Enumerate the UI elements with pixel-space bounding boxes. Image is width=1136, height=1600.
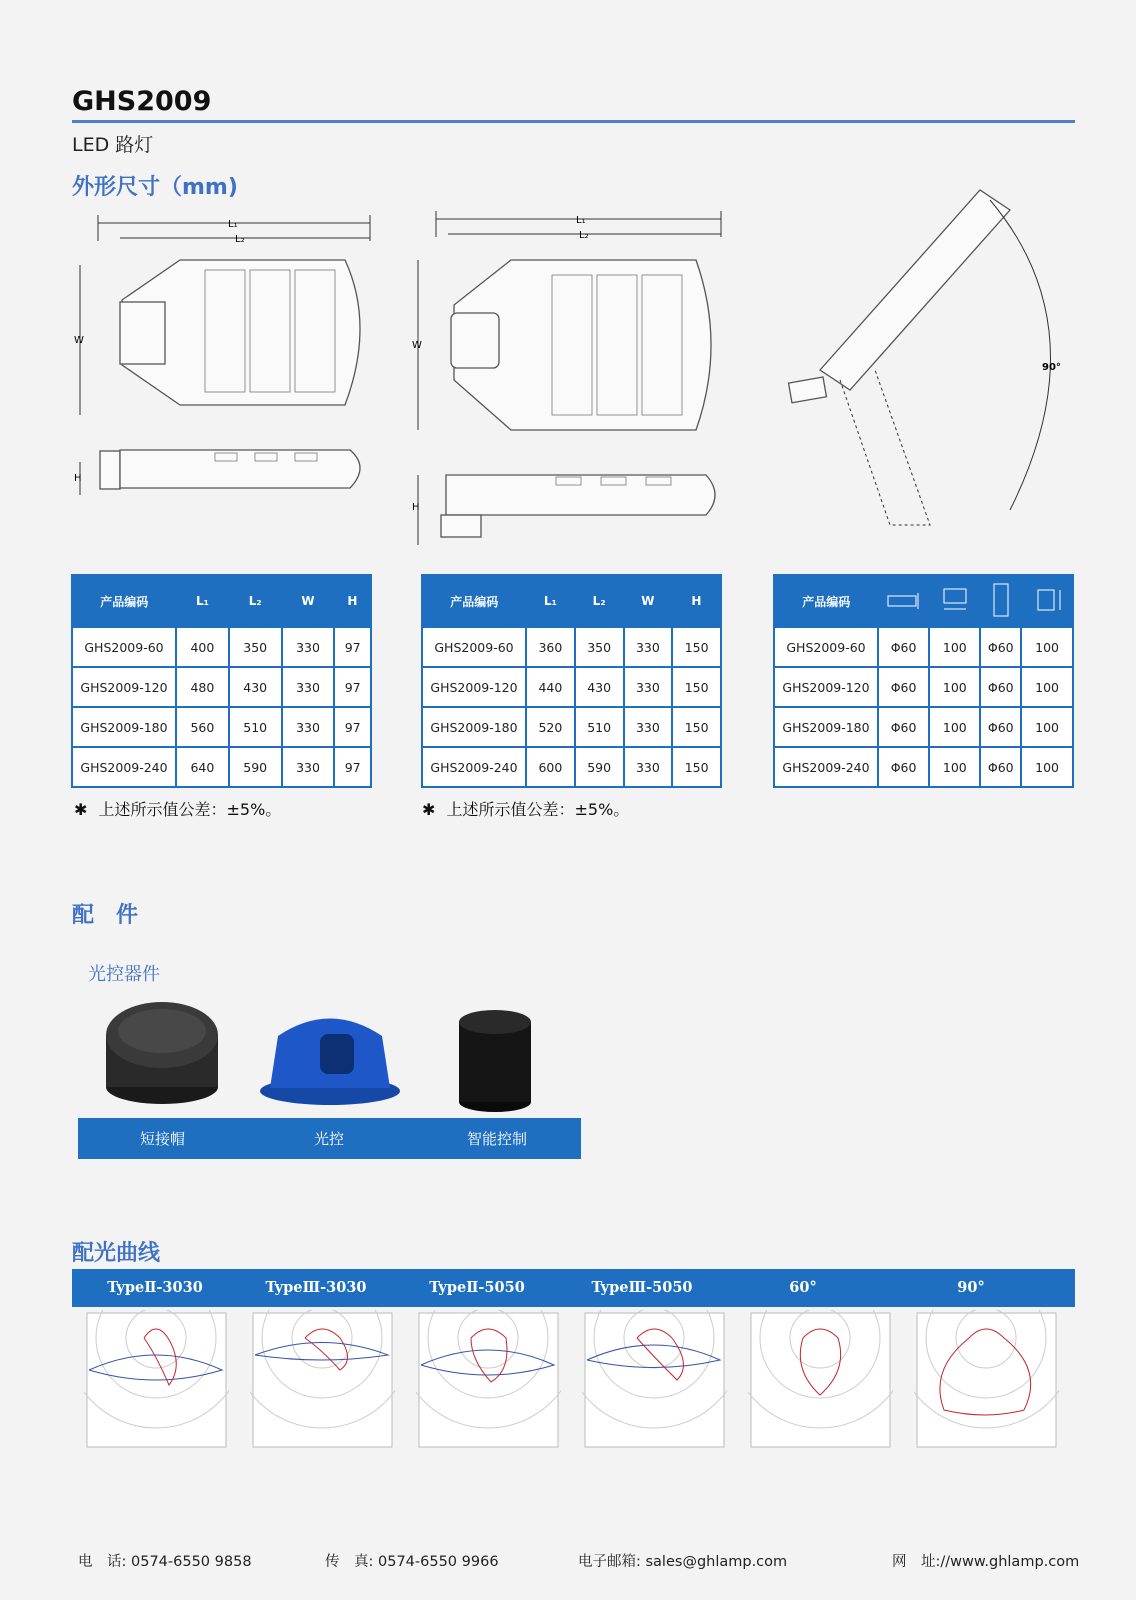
note-text: 上述所示值公差：±5%。 (98, 800, 282, 819)
footer-website[interactable]: 网 址://www.ghlamp.com (892, 1554, 1080, 1570)
label-angle: 90° (1042, 362, 1061, 373)
column-header: L₁ (526, 575, 575, 627)
label-l1: L₁ (576, 215, 586, 226)
pole-length-icon (929, 575, 980, 627)
curve-title: 90° (957, 1279, 985, 1296)
curve-title: TypeⅡ-3030 (107, 1279, 203, 1296)
column-header: H (334, 575, 371, 627)
curve-title: TypeⅡ-5050 (429, 1279, 525, 1296)
label-w: W (412, 340, 422, 351)
table-row: GHS2009-180 560 510 330 97 (72, 707, 371, 747)
table-header-row (72, 575, 371, 627)
drawing-view-tilt (780, 180, 1080, 560)
post-length-icon (1021, 575, 1073, 627)
accessory-label: 光控 (314, 1130, 345, 1148)
footer-fax: 传 真: 0574-6550 9966 (325, 1554, 499, 1570)
table-row: GHS2009-60 Φ60 100 Φ60 100 (774, 627, 1073, 667)
table-row: GHS2009-180 Φ60 100 Φ60 100 (774, 707, 1073, 747)
curve-title: 60° (789, 1279, 817, 1296)
table-header-row (774, 575, 1073, 627)
column-header: H (672, 575, 721, 627)
table-row: GHS2009-240 640 590 330 97 (72, 747, 371, 787)
polar-diagrams-row (84, 1310, 1074, 1450)
table-row: GHS2009-240 Φ60 100 Φ60 100 (774, 747, 1073, 787)
smart-control-image (455, 1002, 535, 1114)
table-row: GHS2009-60 400 350 330 97 (72, 627, 371, 667)
drawing-view-a (70, 205, 380, 515)
polar-diagram-4 (582, 1310, 727, 1450)
section-curves-heading: 配光曲线 (72, 1241, 161, 1266)
section-dimensions-heading: 外形尺寸（mm) (72, 175, 238, 200)
lamp-side-view (441, 475, 715, 537)
polar-diagram-5 (748, 1310, 893, 1450)
rotation-arc (990, 200, 1051, 510)
asterisk-icon: ✱ (74, 800, 88, 819)
label-l2: L₂ (579, 230, 589, 241)
table-row: GHS2009-120 440 430 330 150 (422, 667, 721, 707)
column-header: 产品编码 (774, 575, 878, 627)
column-header: L₁ (176, 575, 229, 627)
title-rule (72, 120, 1075, 123)
pole-diameter-icon (878, 575, 929, 627)
polar-diagram-6 (914, 1310, 1059, 1450)
tolerance-note-2 (422, 797, 629, 820)
polar-diagram-3 (416, 1310, 561, 1450)
post-diameter-icon (980, 575, 1021, 627)
curve-title: TypeⅢ-5050 (591, 1279, 693, 1296)
label-h: H (412, 502, 420, 513)
label-w: W (74, 335, 84, 346)
polar-diagram-1 (84, 1310, 229, 1450)
table-row: GHS2009-240 600 590 330 150 (422, 747, 721, 787)
footer-email[interactable]: 电子邮箱: sales@ghlamp.com (578, 1554, 788, 1570)
footer-phone: 电 话: 0574-6550 9858 (78, 1554, 252, 1570)
table-row: GHS2009-120 Φ60 100 Φ60 100 (774, 667, 1073, 707)
product-title: GHS2009 (72, 86, 212, 117)
label-l1: L₁ (228, 219, 238, 230)
drawing-view-b (406, 205, 726, 550)
label-h: H (74, 473, 82, 484)
note-text: 上述所示值公差：±5%。 (446, 800, 630, 819)
section-accessories-heading: 配 件 (72, 903, 139, 928)
column-header: 产品编码 (72, 575, 176, 627)
table-header-row (422, 575, 721, 627)
curve-type-bar (72, 1269, 1075, 1307)
photocontrol-subtitle: 光控器件 (88, 964, 160, 985)
table-row: GHS2009-180 520 510 330 150 (422, 707, 721, 747)
accessory-label: 智能控制 (467, 1130, 528, 1148)
product-subtitle: LED 路灯 (72, 134, 154, 156)
lamp-top-view (120, 260, 360, 405)
lamp-side-view (100, 450, 360, 489)
spec-table-3 (773, 574, 1074, 788)
label-l2: L₂ (235, 234, 245, 245)
photocontrol-image (258, 1006, 403, 1106)
table-row: GHS2009-120 480 430 330 97 (72, 667, 371, 707)
lamp-top-view (451, 260, 711, 430)
accessories-label-bar (78, 1118, 581, 1159)
spec-table-2 (421, 574, 722, 788)
lamp-perspective-view (789, 190, 1010, 525)
shorting-cap-image (100, 995, 225, 1110)
column-header: W (282, 575, 335, 627)
spec-table-1 (71, 574, 372, 788)
tolerance-note-1 (74, 797, 281, 820)
column-header: 产品编码 (422, 575, 526, 627)
curve-title: TypeⅢ-3030 (265, 1279, 367, 1296)
polar-diagram-2 (250, 1310, 395, 1450)
column-header: W (624, 575, 673, 627)
accessory-label: 短接帽 (140, 1130, 186, 1148)
column-header: L₂ (229, 575, 282, 627)
column-header: L₂ (575, 575, 624, 627)
asterisk-icon: ✱ (422, 800, 436, 819)
table-row: GHS2009-60 360 350 330 150 (422, 627, 721, 667)
